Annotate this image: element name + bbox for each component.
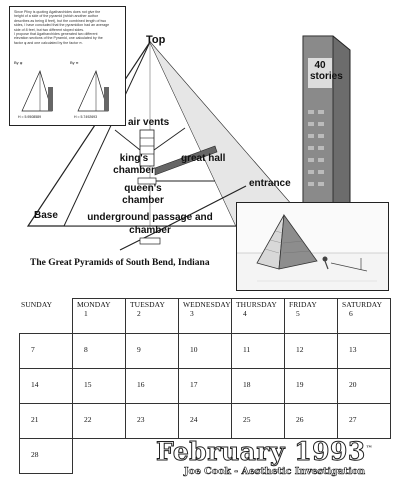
pyramid-photo-drawing xyxy=(237,203,388,290)
calendar-date-number: 18 xyxy=(243,380,251,389)
calendar-day-cell xyxy=(19,333,73,369)
calendar-date-number: 14 xyxy=(31,380,39,389)
calendar-day-name: MONDAY xyxy=(77,300,111,309)
calendar-date-number: 12 xyxy=(296,345,304,354)
label-queens-chamber: queen's chamber xyxy=(122,183,164,206)
calendar-day-cell xyxy=(72,403,126,439)
calendar-day-cell xyxy=(231,368,285,404)
calendar-day-cell xyxy=(125,333,179,369)
label-40-stories: 40 stories xyxy=(310,60,343,82)
label-entrance: entrance xyxy=(249,178,291,189)
calendar-date-number: 10 xyxy=(190,345,198,354)
label-base: Base xyxy=(34,210,58,221)
calendar-date-number: 25 xyxy=(243,415,251,424)
inset-note xyxy=(9,6,126,126)
calendar-day-name: FRIDAY xyxy=(289,300,317,309)
calendar-date-number: 7 xyxy=(31,345,35,354)
calendar-date-number: 5 xyxy=(296,309,300,318)
calendar-date-number: 6 xyxy=(349,309,353,318)
inset-left-label: By φ xyxy=(14,60,23,65)
calendar-day-cell xyxy=(284,368,338,404)
calendar-date-number: 15 xyxy=(84,380,92,389)
label-underground-passage: underground passage and chamber xyxy=(87,212,213,236)
author-byline: Joe Cook - Aesthetic Investigation xyxy=(184,466,366,477)
calendar-day-cell xyxy=(19,403,73,439)
trademark-icon: ™ xyxy=(365,443,374,453)
calendar-day-cell xyxy=(72,333,126,369)
calendar-day-cell xyxy=(231,333,285,369)
calendar-day-name: WEDNESDAY xyxy=(183,300,231,309)
calendar-day-cell xyxy=(178,368,232,404)
illustration-caption: The Great Pyramids of South Bend, Indiana xyxy=(30,258,210,268)
calendar-date-number: 22 xyxy=(84,415,92,424)
month-title xyxy=(156,437,373,466)
calendar-date-number: 23 xyxy=(137,415,145,424)
calendar-day-cell xyxy=(19,368,73,404)
calendar-date-number: 26 xyxy=(296,415,304,424)
calendar-date-number: 3 xyxy=(190,309,194,318)
calendar-day-cell xyxy=(284,403,338,439)
calendar-day-cell xyxy=(337,403,391,439)
calendar-day-cell xyxy=(231,403,285,439)
calendar-date-number: 24 xyxy=(190,415,198,424)
calendar-date-number: 17 xyxy=(190,380,198,389)
label-great-hall: great hall xyxy=(181,153,226,164)
calendar-date-number: 4 xyxy=(243,309,247,318)
label-kings-chamber: king's chamber xyxy=(113,153,155,176)
calendar-date-number: 11 xyxy=(243,345,251,354)
calendar-date-number: 16 xyxy=(137,380,145,389)
calendar-date-number: 20 xyxy=(349,380,357,389)
calendar-date-number: 1 xyxy=(84,309,88,318)
calendar-day-cell xyxy=(337,333,391,369)
calendar-day-name: SUNDAY xyxy=(21,300,53,309)
calendar-date-number: 2 xyxy=(137,309,141,318)
calendar-day-cell xyxy=(284,333,338,369)
calendar-day-name: TUESDAY xyxy=(130,300,166,309)
label-top: Top xyxy=(146,34,166,46)
label-air-vents: air vents xyxy=(128,117,170,128)
inset-right-formula: H = 5.7492693 xyxy=(74,115,98,119)
calendar-day-cell xyxy=(72,368,126,404)
calendar-date-number: 28 xyxy=(31,450,39,459)
calendar-date-number: 21 xyxy=(31,415,39,424)
calendar-day-cell xyxy=(337,368,391,404)
calendar-day-cell xyxy=(178,333,232,369)
inset-note-text: Since Pliny is quoting Agatharchides does not give the height of a side of the pyramid (which another author describes as being 8 feet), but the combined length of two sides, I have concluded that the pyramidion had an average side of 8 feet, but two different sloped sides. I propose that Agatharchides generated two different elevation sections of the Pyramid, one calculated by the factor φ and one calculated by the factor π. xyxy=(14,10,110,45)
calendar-date-number: 9 xyxy=(137,345,141,354)
inset-left-formula: H = 5.9508589 xyxy=(18,115,42,119)
calendar-date-number: 8 xyxy=(84,345,88,354)
calendar-day-cell xyxy=(19,438,73,474)
calendar-date-number: 27 xyxy=(349,415,357,424)
calendar-day-name: THURSDAY xyxy=(236,300,277,309)
calendar-day-name: SATURDAY xyxy=(342,300,383,309)
month-title-text: February 1993 xyxy=(156,437,366,466)
calendar-date-number: 19 xyxy=(296,380,304,389)
inset-triangle-diagrams xyxy=(10,7,125,125)
calendar-day-cell xyxy=(125,403,179,439)
inset-right-label: By π xyxy=(70,60,79,65)
pyramid-photo xyxy=(236,202,389,291)
calendar-date-number: 13 xyxy=(349,345,357,354)
calendar-day-cell xyxy=(125,368,179,404)
calendar-day-cell xyxy=(178,403,232,439)
